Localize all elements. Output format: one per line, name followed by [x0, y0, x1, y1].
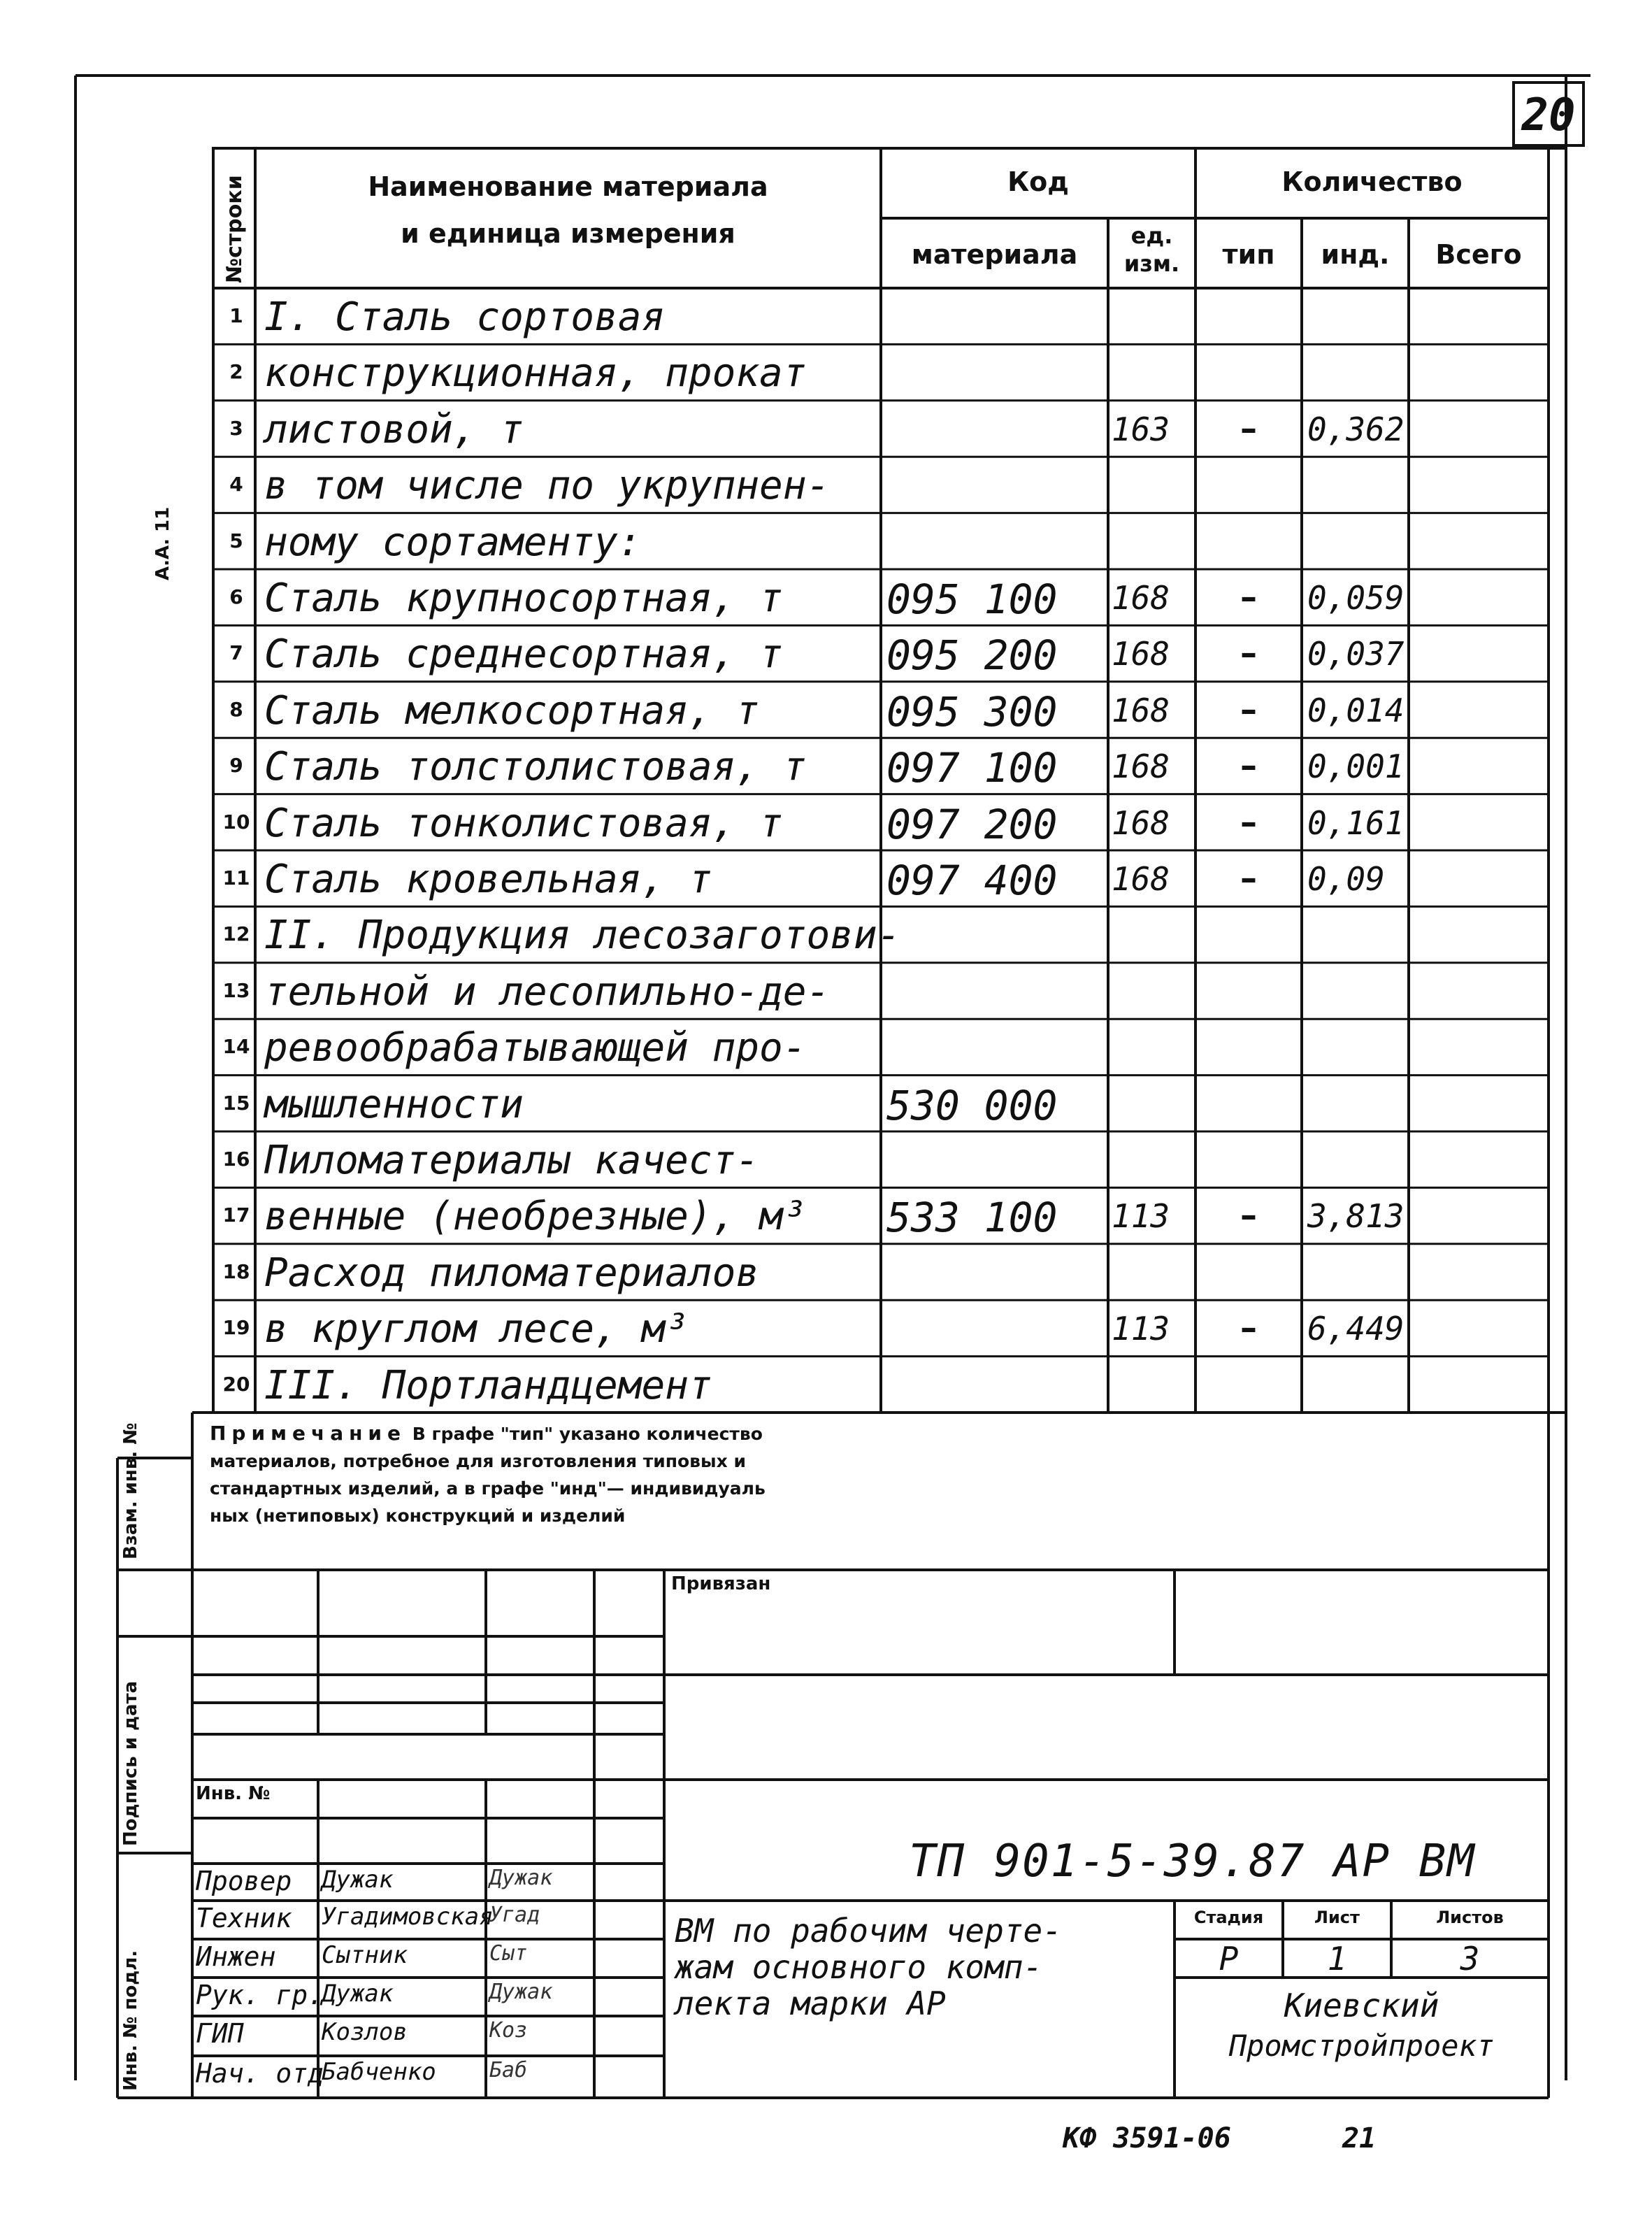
row-number: 9 [229, 754, 243, 778]
row-number: 10 [222, 810, 250, 834]
row-number: 13 [222, 978, 250, 1002]
row-unit-code: 168 [1112, 691, 1170, 729]
stage-label: Стадия [1193, 1908, 1264, 1927]
row-ind-value: 0,362 [1307, 410, 1405, 448]
row-unit-code: 113 [1112, 1197, 1170, 1236]
sheet-label: Лист [1314, 1908, 1360, 1927]
row-name: Сталь тонколистовая, т [264, 800, 783, 846]
signer-role: Техник [196, 1903, 292, 1934]
row-number: 12 [222, 922, 250, 946]
signer-signature: Дужак [489, 1980, 553, 2004]
type-header: тип [1222, 239, 1275, 270]
row-unit-code: 168 [1112, 860, 1170, 898]
row-name: Сталь среднесортная, т [264, 631, 783, 678]
org-line2: Промстройпроект [1228, 2029, 1495, 2063]
signer-role: Нач. отд [196, 2058, 324, 2089]
row-ind-value: 0,09 [1307, 860, 1385, 898]
side-label-podpis-data: Подпись и дата [120, 1680, 141, 1846]
sheet-value: 1 [1327, 1940, 1347, 1978]
signer-signature: Дужак [489, 1866, 553, 1890]
row-name: в круглом лесе, м³ [264, 1306, 689, 1352]
signer-name: Сытник [322, 1941, 408, 1969]
row-number: 8 [229, 697, 243, 721]
row-number: 20 [222, 1372, 250, 1396]
row-name: мышленности [264, 1081, 524, 1127]
sheets-label: Листов [1436, 1908, 1504, 1927]
note-line3: стандартных изделий, а в графе "инд"— индивидуаль [210, 1478, 766, 1499]
row-material-code: 095 300 [886, 687, 1058, 736]
org-line1: Киевский [1284, 1987, 1439, 2024]
ind-header: инд. [1321, 239, 1390, 270]
row-number: 14 [222, 1035, 250, 1059]
note-line4: ных (нетиповых) конструкций и изделий [210, 1506, 626, 1526]
row-type-value: – [1240, 689, 1257, 729]
row-ind-value: 0,059 [1307, 579, 1405, 617]
row-material-code: 095 200 [886, 631, 1058, 680]
sheet-number: 20 [1521, 90, 1576, 141]
row-material-code: 095 100 [886, 576, 1058, 623]
signer-role: Инжен [196, 1941, 276, 1972]
row-unit-code: 163 [1112, 410, 1170, 448]
row-unit-code: 168 [1112, 803, 1170, 842]
row-number: 5 [229, 529, 243, 552]
row-name: тельной и лесопильно-де- [264, 969, 831, 1015]
row-number: 3 [229, 416, 243, 440]
row-name: Сталь толстолистовая, т [264, 744, 807, 790]
row-name: I. Сталь сортовая [264, 294, 666, 340]
margin-mark: А.А. 11 [152, 506, 173, 580]
side-label-vzam-inv: Взам. инв. № [120, 1422, 141, 1559]
row-name: ревообрабатывающей про- [264, 1025, 807, 1071]
sheets-value: 3 [1460, 1940, 1480, 1978]
signer-role: Рук. гр. [196, 1980, 324, 2010]
signer-signature: Сыт [489, 1941, 528, 1966]
signer-signature: Угад [489, 1903, 540, 1927]
material-code-header: материала [911, 239, 1078, 270]
row-material-code: 097 200 [886, 800, 1058, 848]
name-header-line2: и единица измерения [401, 218, 735, 249]
document-code: ТП 901-5-39.87 АР ВМ [909, 1836, 1476, 1887]
row-number: 4 [229, 473, 243, 496]
row-type-value: – [1240, 1308, 1257, 1348]
row-number: 2 [229, 360, 243, 384]
row-name: ному сортаменту: [264, 519, 642, 565]
row-number: 7 [229, 641, 243, 665]
row-name: Сталь мелкосортная, т [264, 687, 760, 734]
footer-page: 21 [1342, 2122, 1377, 2154]
name-header-line1: Наименование материала [368, 171, 768, 202]
row-ind-value: 0,001 [1307, 748, 1405, 786]
row-material-code: 097 400 [886, 857, 1058, 904]
row-unit-code: 168 [1112, 635, 1170, 673]
row-material-code: 530 000 [886, 1081, 1058, 1129]
row-number: 6 [229, 585, 243, 608]
row-number-header: №строки [222, 175, 247, 283]
signer-signature: Баб [489, 2058, 528, 2082]
signer-name: Дужак [322, 1866, 394, 1894]
code-header: Код [1007, 166, 1069, 197]
note-title: Примечание [210, 1422, 407, 1445]
row-material-code: 533 100 [886, 1194, 1058, 1242]
footer-code: КФ 3591-06 [1063, 2122, 1231, 2154]
row-ind-value: 0,161 [1307, 803, 1405, 842]
row-name: в том числе по укрупнен- [264, 463, 831, 509]
unit-header-line1: ед. [1130, 222, 1173, 249]
row-name: листовой, т [264, 406, 524, 452]
row-type-value: – [1240, 802, 1257, 842]
signer-name: Бабченко [322, 2058, 436, 2086]
row-name: Расход пиломатериалов [264, 1250, 760, 1296]
stamp-description-line2: жам основного комп- [675, 1948, 1043, 1986]
row-type-value: – [1240, 634, 1257, 673]
note-line2: материалов, потребное для изготовления типовых и [210, 1451, 746, 1471]
row-number: 16 [222, 1148, 250, 1171]
quantity-header: Количество [1281, 166, 1463, 197]
row-type-value: – [1240, 1196, 1257, 1236]
note [210, 1420, 1524, 1529]
row-ind-value: 0,014 [1307, 691, 1405, 729]
inv-number-label: Инв. № [196, 1783, 271, 1804]
stamp-description-line1: ВМ по рабочим черте- [675, 1912, 1062, 1950]
unit-header-line2: изм. [1123, 250, 1180, 277]
row-name: Сталь крупносортная, т [264, 576, 783, 621]
row-ind-value: 0,037 [1307, 635, 1405, 673]
signer-name: Дужак [322, 1980, 394, 2008]
row-type-value: – [1240, 578, 1257, 617]
row-name: Пиломатериалы качест- [264, 1138, 760, 1183]
stamp-description-line3: лекта марки АР [675, 1985, 946, 2022]
row-ind-value: 3,813 [1307, 1197, 1405, 1236]
note-line1: В графе "тип" указано количество [406, 1424, 763, 1444]
signer-role: Провер [196, 1866, 292, 1896]
signer-signature: Коз [489, 2018, 528, 2043]
row-material-code: 097 100 [886, 744, 1058, 792]
row-number: 11 [222, 866, 250, 889]
row-name: II. Продукция лесозаготови- [264, 913, 901, 959]
signer-name: Козлов [322, 2018, 408, 2046]
row-number: 15 [222, 1091, 250, 1115]
row-unit-code: 113 [1112, 1310, 1170, 1348]
row-ind-value: 6,449 [1307, 1310, 1405, 1348]
row-name: конструкционная, прокат [264, 350, 807, 396]
total-header: Всего [1435, 239, 1522, 270]
stage-value: Р [1219, 1940, 1239, 1978]
signer-name: Угадимовская [322, 1903, 494, 1931]
row-name: III. Портландцемент [264, 1362, 712, 1408]
attached-label: Привязан [671, 1573, 771, 1594]
row-name: Сталь кровельная, т [264, 857, 712, 902]
row-type-value: – [1240, 408, 1257, 448]
row-type-value: – [1240, 859, 1257, 898]
row-number: 18 [222, 1259, 250, 1283]
row-number: 19 [222, 1316, 250, 1340]
row-unit-code: 168 [1112, 748, 1170, 786]
row-number: 1 [229, 304, 243, 327]
side-label-inv-podl: Инв. № подл. [120, 1950, 141, 2091]
row-number: 17 [222, 1203, 250, 1227]
row-unit-code: 168 [1112, 579, 1170, 617]
row-name: венные (необрезные), м³ [264, 1194, 807, 1240]
row-type-value: – [1240, 746, 1257, 786]
signer-role: ГИП [196, 2018, 244, 2049]
